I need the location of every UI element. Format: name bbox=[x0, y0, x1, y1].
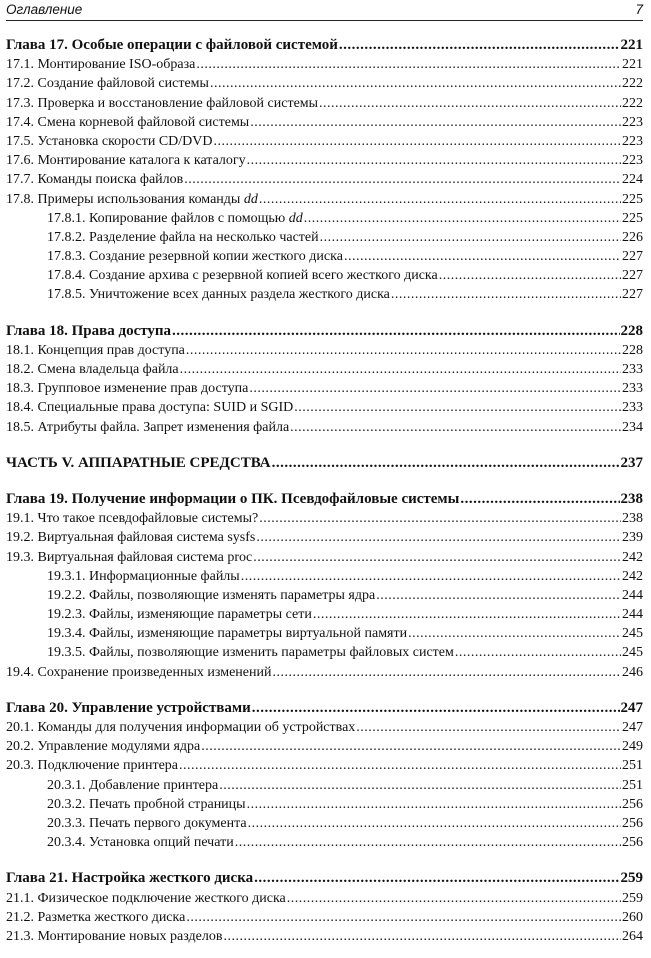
toc-label bbox=[6, 94, 318, 113]
dot-leader bbox=[259, 190, 621, 209]
dot-leader bbox=[179, 756, 621, 775]
dot-leader bbox=[219, 776, 621, 795]
toc-chapter[interactable] bbox=[6, 490, 643, 509]
dot-leader bbox=[294, 398, 621, 417]
toc-label-text: 17.2. Создание файловой системы bbox=[6, 76, 209, 92]
toc-item[interactable] bbox=[6, 360, 643, 379]
dot-leader bbox=[247, 151, 621, 170]
toc-page-number: 221 bbox=[620, 37, 643, 53]
toc-item[interactable] bbox=[6, 209, 643, 228]
toc-page-number: 242 bbox=[622, 549, 643, 565]
toc-label-text: ЧАСТЬ V. АППАРАТНЫЕ СРЕДСТВА bbox=[6, 454, 271, 471]
toc-item[interactable] bbox=[6, 718, 643, 737]
dot-leader bbox=[253, 548, 621, 567]
toc-item[interactable] bbox=[6, 151, 643, 170]
running-title: Оглавление bbox=[6, 2, 83, 17]
toc-label bbox=[6, 379, 248, 398]
dot-leader bbox=[249, 379, 621, 398]
toc-label bbox=[6, 737, 200, 756]
toc-page-number: 239 bbox=[622, 530, 643, 546]
toc-item[interactable] bbox=[6, 889, 643, 908]
toc-page-number: 247 bbox=[622, 720, 643, 735]
toc-label-text: 17.3. Проверка и восстановление файловой системы bbox=[6, 95, 319, 111]
toc-label-text: 18.2. Смена владельца файла bbox=[6, 362, 179, 377]
toc-page-number: 237 bbox=[620, 454, 643, 471]
dot-leader bbox=[339, 36, 620, 55]
toc-label bbox=[6, 454, 271, 473]
dot-leader bbox=[241, 567, 621, 586]
toc-label-text: Глава 20. Управление устройствами bbox=[6, 699, 251, 716]
toc-page-number: 227 bbox=[622, 249, 643, 265]
toc-label-text: 17.5. Установка скорости CD/DVD bbox=[6, 133, 213, 149]
toc-page-number: 244 bbox=[622, 587, 643, 603]
toc-label bbox=[47, 285, 390, 304]
toc-label-text: 20.3.3. Печать первого документа bbox=[47, 815, 247, 831]
toc-label-text: 18.3. Групповое изменение прав доступа bbox=[6, 381, 249, 397]
toc-item[interactable] bbox=[6, 132, 643, 151]
toc-page-number: 259 bbox=[622, 890, 643, 906]
toc-item[interactable] bbox=[6, 113, 643, 132]
toc-page-number: 228 bbox=[622, 342, 643, 358]
toc-chapter[interactable] bbox=[6, 869, 643, 888]
toc-label bbox=[6, 663, 272, 682]
toc-page-number: 233 bbox=[622, 400, 643, 416]
toc-label-text: Глава 19. Получение информации о ПК. Псевдофайловые системы bbox=[6, 490, 460, 507]
toc-item[interactable] bbox=[6, 285, 643, 304]
dot-leader bbox=[196, 55, 621, 74]
toc-label bbox=[6, 36, 338, 55]
toc-label-text: 17.4. Смена корневой файловой системы bbox=[6, 114, 250, 130]
toc-label-text: 20.3.1. Добавление принтера bbox=[47, 777, 219, 793]
toc-label-italic: dd bbox=[243, 191, 258, 207]
toc-label-text: 19.3.1. Информационные файлы bbox=[47, 568, 240, 584]
toc-label-text: 20.3. Подключение принтера bbox=[6, 758, 179, 774]
toc-label-text: 19.2.3. Файлы, изменяющие параметры сети bbox=[47, 607, 312, 623]
toc-label-text: 19.3.4. Файлы, изменяющие параметры виртуальной памяти bbox=[47, 626, 408, 642]
toc-label bbox=[6, 869, 253, 888]
toc-label bbox=[6, 889, 286, 908]
toc-label bbox=[6, 113, 249, 132]
toc-item[interactable] bbox=[6, 776, 643, 795]
toc-label-text: 17.1. Монтирование ISO-образа bbox=[6, 57, 196, 73]
toc-page-number: 247 bbox=[620, 699, 643, 716]
toc-page-number: 234 bbox=[622, 419, 643, 435]
toc-label bbox=[47, 814, 247, 833]
toc-item[interactable] bbox=[6, 663, 643, 682]
dot-leader bbox=[320, 228, 621, 247]
toc-page-number: 227 bbox=[622, 287, 643, 303]
toc-page-number: 223 bbox=[622, 114, 643, 130]
dot-leader bbox=[391, 285, 621, 304]
toc-label-text: Глава 21. Настройка жесткого диска bbox=[6, 870, 254, 887]
toc-label bbox=[6, 548, 252, 567]
toc-label bbox=[47, 586, 375, 605]
dot-leader bbox=[223, 927, 621, 946]
toc-label-text: 19.2. Виртуальная файловая система sysfs bbox=[6, 530, 256, 546]
dot-leader bbox=[259, 509, 621, 528]
toc-label bbox=[6, 190, 258, 209]
toc-label-text: 19.1. Что такое псевдофайловые системы? bbox=[6, 511, 259, 527]
toc-item[interactable] bbox=[6, 379, 643, 398]
toc-item[interactable] bbox=[6, 927, 643, 946]
dot-leader bbox=[272, 454, 620, 473]
toc-label-text: 17.8.1. Копирование файлов с помощью bbox=[47, 210, 289, 226]
toc-item[interactable] bbox=[6, 170, 643, 189]
toc-label-text: 20.3.4. Установка опций печати bbox=[47, 835, 234, 851]
toc-item[interactable] bbox=[6, 643, 643, 662]
toc-item[interactable] bbox=[6, 605, 643, 624]
toc-chapter[interactable] bbox=[6, 36, 643, 55]
dot-leader bbox=[250, 113, 621, 132]
toc-label bbox=[47, 776, 218, 795]
dot-leader bbox=[180, 360, 621, 379]
dot-leader bbox=[252, 699, 620, 718]
toc-label bbox=[47, 624, 407, 643]
toc-label-text: 19.3. Виртуальная файловая система proc bbox=[6, 549, 253, 565]
toc-label bbox=[6, 322, 171, 341]
table-of-contents bbox=[6, 36, 643, 946]
dot-leader bbox=[344, 247, 621, 266]
dot-leader bbox=[256, 528, 621, 547]
toc-label bbox=[6, 509, 258, 528]
toc-label-text: 17.8.4. Создание архива с резервной копией всего жесткого диска bbox=[47, 268, 438, 284]
toc-label bbox=[47, 643, 454, 662]
dot-leader bbox=[172, 322, 619, 341]
toc-page-number: 225 bbox=[622, 191, 643, 207]
toc-page-number: 251 bbox=[622, 758, 643, 774]
section-gap bbox=[6, 305, 643, 322]
toc-page-number: 238 bbox=[620, 490, 643, 507]
toc-label-text: 18.4. Специальные права доступа: SUID и SGID bbox=[6, 400, 294, 416]
toc-page-number: 246 bbox=[622, 664, 643, 680]
toc-item[interactable] bbox=[6, 74, 643, 93]
toc-label-text: 20.1. Команды для получения информации об устройствах bbox=[6, 720, 356, 735]
toc-item[interactable] bbox=[6, 833, 643, 852]
dot-leader bbox=[287, 889, 621, 908]
toc-label bbox=[6, 699, 251, 718]
toc-page-number: 256 bbox=[622, 835, 643, 851]
section-gap bbox=[6, 473, 643, 490]
toc-label bbox=[47, 605, 312, 624]
dot-leader bbox=[273, 663, 622, 682]
toc-page-number: 233 bbox=[622, 362, 643, 377]
toc-item[interactable] bbox=[6, 528, 643, 547]
toc-item[interactable] bbox=[6, 737, 643, 756]
toc-label bbox=[47, 266, 438, 285]
dot-leader bbox=[290, 418, 621, 437]
toc-page-number: 238 bbox=[622, 511, 643, 527]
section-gap bbox=[6, 437, 643, 454]
toc-item[interactable] bbox=[6, 228, 643, 247]
toc-label bbox=[47, 228, 319, 247]
toc-label bbox=[6, 927, 222, 946]
toc-page-number: 222 bbox=[622, 95, 643, 111]
toc-label bbox=[6, 490, 459, 509]
dot-leader bbox=[214, 132, 622, 151]
dot-leader bbox=[313, 605, 621, 624]
toc-item[interactable] bbox=[6, 94, 643, 113]
toc-label-italic: dd bbox=[288, 210, 303, 226]
dot-leader bbox=[186, 341, 621, 360]
toc-label bbox=[6, 718, 355, 737]
toc-page-number: 223 bbox=[622, 133, 643, 149]
toc-label-text: Глава 17. Особые операции с файловой системой bbox=[6, 37, 338, 53]
toc-page-number: 224 bbox=[622, 172, 643, 188]
toc-label-text: 21.3. Монтирование новых разделов bbox=[6, 928, 223, 944]
toc-label bbox=[6, 151, 246, 170]
toc-item[interactable] bbox=[6, 567, 643, 586]
toc-label bbox=[6, 74, 209, 93]
toc-label bbox=[47, 209, 303, 228]
toc-page-number: 222 bbox=[622, 76, 643, 92]
toc-page-number: 227 bbox=[622, 268, 643, 284]
toc-label bbox=[6, 908, 185, 927]
toc-page-number: 221 bbox=[622, 57, 643, 73]
toc-chapter[interactable] bbox=[6, 322, 643, 341]
toc-page-number: 260 bbox=[622, 909, 643, 925]
toc-label-text: 17.8. Примеры использования команды bbox=[6, 191, 244, 207]
toc-label bbox=[47, 833, 234, 852]
toc-chapter[interactable] bbox=[6, 699, 643, 718]
toc-part[interactable] bbox=[6, 454, 643, 473]
toc-label bbox=[6, 528, 255, 547]
toc-label bbox=[6, 341, 185, 360]
toc-page-number: 256 bbox=[622, 796, 643, 812]
toc-label bbox=[6, 418, 289, 437]
toc-label-text: 18.5. Атрибуты файла. Запрет изменения файла bbox=[6, 419, 290, 435]
toc-label bbox=[6, 132, 213, 151]
dot-leader bbox=[408, 624, 621, 643]
toc-label-text: 19.3.5. Файлы, позволяющие изменить параметры файловых систем bbox=[47, 645, 454, 661]
toc-label-text: 19.2.2. Файлы, позволяющие изменять параметры ядра bbox=[47, 587, 376, 603]
dot-leader bbox=[254, 869, 619, 888]
toc-page-number: 233 bbox=[622, 381, 643, 397]
toc-label-text: 17.8.5. Уничтожение всех данных раздела жесткого диска bbox=[47, 287, 390, 303]
toc-label-text: 19.4. Сохранение произведенных изменений bbox=[6, 664, 272, 680]
dot-leader bbox=[186, 908, 621, 927]
toc-item[interactable] bbox=[6, 341, 643, 360]
toc-page-number: 228 bbox=[620, 322, 643, 339]
section-gap bbox=[6, 682, 643, 699]
toc-page-number: 244 bbox=[622, 607, 643, 623]
toc-label bbox=[47, 795, 246, 814]
toc-page-number: 249 bbox=[622, 739, 643, 755]
toc-page-number: 225 bbox=[622, 210, 643, 226]
toc-page-number: 226 bbox=[622, 229, 643, 245]
toc-item[interactable] bbox=[6, 795, 643, 814]
toc-item[interactable] bbox=[6, 756, 643, 775]
toc-item[interactable] bbox=[6, 814, 643, 833]
toc-item[interactable] bbox=[6, 398, 643, 417]
toc-label-text: 17.6. Монтирование каталога к каталогу bbox=[6, 153, 246, 169]
toc-label bbox=[6, 756, 178, 775]
toc-label bbox=[47, 567, 240, 586]
toc-label bbox=[6, 55, 195, 74]
toc-label bbox=[6, 170, 183, 189]
page-header bbox=[6, 0, 643, 21]
dot-leader bbox=[247, 795, 621, 814]
dot-leader bbox=[319, 94, 621, 113]
toc-label-text: 21.2. Разметка жесткого диска bbox=[6, 909, 186, 925]
toc-item[interactable] bbox=[6, 266, 643, 285]
dot-leader bbox=[439, 266, 621, 285]
toc-label-text: 17.7. Команды поиска файлов bbox=[6, 172, 184, 188]
toc-item[interactable] bbox=[6, 55, 643, 74]
toc-label bbox=[6, 398, 293, 417]
toc-item[interactable] bbox=[6, 586, 643, 605]
dot-leader bbox=[455, 643, 621, 662]
dot-leader bbox=[210, 74, 621, 93]
dot-leader bbox=[184, 170, 621, 189]
toc-page-number: 251 bbox=[622, 777, 643, 793]
toc-page-number: 245 bbox=[622, 626, 643, 642]
dot-leader bbox=[376, 586, 621, 605]
dot-leader bbox=[304, 209, 621, 228]
toc-label-text: 17.8.3. Создание резервной копии жесткого диска bbox=[47, 249, 343, 265]
toc-page-number: 242 bbox=[622, 568, 643, 584]
toc-label-text: 21.1. Физическое подключение жесткого диска bbox=[6, 890, 286, 906]
toc-item[interactable] bbox=[6, 908, 643, 927]
toc-label bbox=[47, 247, 343, 266]
dot-leader bbox=[201, 737, 621, 756]
toc-item[interactable] bbox=[6, 247, 643, 266]
dot-leader bbox=[248, 814, 621, 833]
dot-leader bbox=[356, 718, 621, 737]
toc-item[interactable] bbox=[6, 190, 643, 209]
toc-item[interactable] bbox=[6, 418, 643, 437]
page-number: 7 bbox=[635, 2, 643, 17]
toc-item[interactable] bbox=[6, 509, 643, 528]
toc-page-number: 264 bbox=[622, 928, 643, 944]
toc-label-text: 17.8.2. Разделение файла на несколько частей bbox=[47, 229, 319, 245]
section-gap bbox=[6, 852, 643, 869]
toc-item[interactable] bbox=[6, 548, 643, 567]
toc-label-text: 18.1. Концепция прав доступа bbox=[6, 342, 185, 358]
toc-label-text: Глава 18. Права доступа bbox=[6, 322, 172, 339]
dot-leader bbox=[235, 833, 621, 852]
toc-label-text: 20.3.2. Печать пробной страницы bbox=[47, 796, 246, 812]
toc-page-number: 245 bbox=[622, 645, 643, 661]
dot-leader bbox=[460, 490, 619, 509]
toc-page-number: 256 bbox=[622, 815, 643, 831]
toc-label-text: 20.2. Управление модулями ядра bbox=[6, 739, 201, 755]
toc-page-number: 223 bbox=[622, 153, 643, 169]
toc-item[interactable] bbox=[6, 624, 643, 643]
toc-page-number: 259 bbox=[620, 870, 643, 887]
toc-label bbox=[6, 360, 179, 379]
